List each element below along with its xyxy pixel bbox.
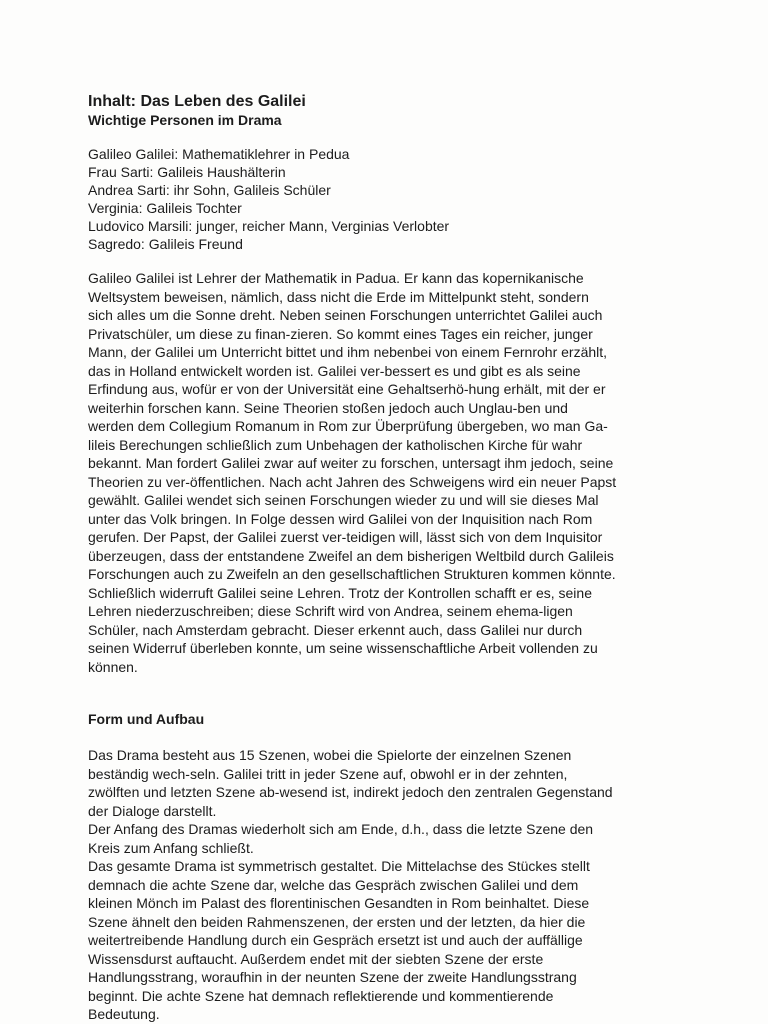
- summary-line: Schließlich widerruft Galilei seine Lehren. Trotz der Kontrollen schafft er es, seine: [88, 584, 592, 601]
- summary-line: sich alles um die Sonne dreht. Neben seinen Forschungen unterrichtet Galilei auch: [88, 307, 603, 323]
- form-line: beständig wech-seln. Galilei tritt in jeder Szene auf, obwohl er in der zehnten,: [88, 765, 568, 782]
- summary-line: gewählt. Galilei wendet sich seinen Forschungen wieder zu und will sie dieses Mal: [88, 492, 599, 508]
- document-title: Inhalt: Das Leben des Galilei: [88, 93, 306, 110]
- summary-line: Theorien zu ver-öffentlichen. Nach acht Jahren des Schweigens wird ein neuer Papst: [88, 473, 617, 490]
- person-entry: Verginia: Galileis Tochter: [88, 200, 242, 216]
- form-line: Kreis zum Anfang schließt.: [88, 839, 254, 856]
- form-line: beginnt. Die achte Szene hat demnach reflektierende und kommentierende: [88, 987, 554, 1004]
- form-line: Handlungsstrang, woraufhin in der neunten Szene der zweite Handlungsstrang: [88, 969, 577, 985]
- summary-line: bekannt. Man fordert Galilei zwar auf weiter zu forschen, untersagt ihm jedoch, seine: [88, 455, 614, 471]
- summary-line: Galileo Galilei ist Lehrer der Mathematik in Padua. Er kann das kopernikanische: [88, 270, 584, 286]
- document-subtitle: Wichtige Personen im Drama: [88, 112, 282, 128]
- summary-line: lileis Berechungen schließlich zum Unbehagen der katholischen Kirche für wahr: [88, 436, 583, 453]
- summary-line: Privatschüler, um diese zu finan-zieren. So kommt eines Tages ein reicher, junger: [88, 325, 593, 342]
- form-line: Szene ähnelt den beiden Rahmenszenen, der ersten und der letzten, da hier die: [88, 913, 586, 930]
- form-line: Bedeutung.: [88, 1006, 160, 1022]
- form-paragraph: [88, 746, 680, 1024]
- form-line: weitertreibende Handlung durch ein Gespräch ersetzt ist und auch der auffällige: [88, 932, 583, 948]
- summary-line: Schüler, nach Amsterdam gebracht. Dieser erkennt auch, dass Galilei nur durch: [88, 621, 583, 638]
- summary-line: gerufen. Der Papst, der Galilei zuerst ver-teidigen will, lässt sich von dem Inquisitor: [88, 529, 603, 545]
- summary-line: seinen Widerruf überleben konnte, um seine wissenschaftliche Arbeit vollenden zu: [88, 640, 598, 656]
- summary-line: überzeugen, dass der entstandene Zweifel an dem bisherigen Weltbild durch Galileis: [88, 547, 614, 564]
- persons-list: [88, 145, 680, 253]
- form-line: Wissensdurst auftaucht. Außerdem endet mit der siebten Szene der erste: [88, 950, 544, 967]
- summary-line: das in Holland entwickelt worden ist. Galilei ver-bessert es und gibt es als seine: [88, 362, 581, 379]
- summary-line: unter das Volk bringen. In Folge dessen wird Galilei von der Inquisition nach Rom: [88, 510, 593, 527]
- summary-line: können.: [88, 658, 138, 675]
- person-entry: Frau Sarti: Galileis Haushälterin: [88, 164, 286, 180]
- form-line: kleinen Mönch im Palast des florentinischen Gesandten in Rom beinhaltet. Diese: [88, 895, 590, 911]
- summary-line: Forschungen auch zu Zweifeln an den gesellschaftlichen Strukturen kommen könnte.: [88, 566, 616, 582]
- form-line: Das gesamte Drama ist symmetrisch gestaltet. Die Mittelachse des Stückes stellt: [88, 858, 590, 874]
- section-title-form: Form und Aufbau: [88, 711, 205, 727]
- form-line: Der Anfang des Dramas wiederholt sich am Ende, d.h., dass die letzte Szene den: [88, 821, 594, 837]
- person-entry: Andrea Sarti: ihr Sohn, Galileis Schüler: [88, 182, 331, 198]
- summary-paragraph: [88, 269, 680, 676]
- summary-line: Erfindung aus, wofür er von der Universität eine Gehaltserhö-hung erhält, mit der er: [88, 381, 606, 397]
- summary-line: Lehren niederzuschreiben; diese Schrift wird von Andrea, seinem ehema-ligen: [88, 603, 573, 619]
- person-entry: Ludovico Marsili: junger, reicher Mann, Verginias Verlobter: [88, 218, 450, 234]
- form-line: der Dialoge darstellt.: [88, 802, 217, 819]
- form-line: zwölften und letzten Szene ab-wesend ist, indirekt jedoch den zentralen Gegenstand: [88, 784, 613, 800]
- document-content: [88, 92, 680, 1024]
- summary-line: Weltsystem beweisen, nämlich, dass nicht die Erde im Mittelpunkt steht, sondern: [88, 288, 589, 305]
- summary-line: Mann, der Galilei um Unterricht bittet und ihm nebenbei von einem Fernrohr erzählt,: [88, 344, 608, 360]
- form-line: Das Drama besteht aus 15 Szenen, wobei die Spielorte der einzelnen Szenen: [88, 747, 572, 763]
- person-entry: Galileo Galilei: Mathematiklehrer in Pedua: [88, 146, 350, 162]
- summary-line: weiterhin forschen kann. Seine Theorien stoßen jedoch auch Unglau-ben und: [88, 399, 568, 416]
- person-entry: Sagredo: Galileis Freund: [88, 236, 243, 252]
- form-line: demnach die achte Szene dar, welche das Gespräch zwischen Galilei und dem: [88, 876, 579, 893]
- summary-line: werden dem Collegium Romanum in Rom zur Überprüfung übergeben, wo man Ga-: [88, 418, 608, 434]
